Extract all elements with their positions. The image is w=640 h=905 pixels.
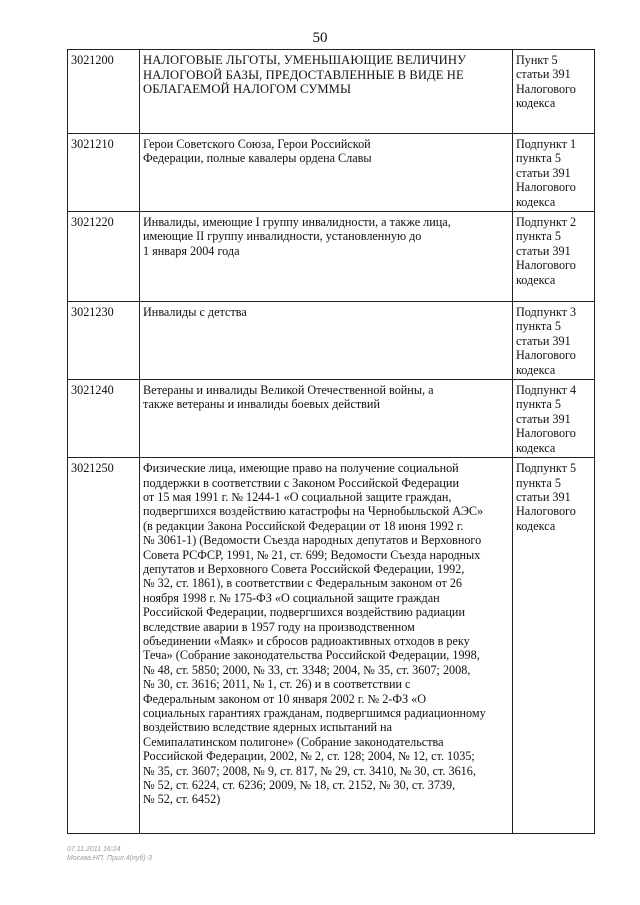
benefit-code: 3021210 [68, 134, 140, 212]
benefit-description [140, 50, 513, 134]
legal-reference-text: Подпункт 5 пункта 5 статьи 391 Налогового кодекса [516, 461, 577, 533]
benefit-description [140, 302, 513, 380]
benefit-code: 3021220 [68, 212, 140, 302]
page-number: 50 [312, 30, 328, 46]
table-row [68, 380, 595, 458]
benefit-code: 3021240 [68, 380, 140, 458]
benefit-code: 3021250 [68, 458, 140, 834]
benefit-description-text: Инвалиды, имеющие I группу инвалидности, а также лица, имеющие II группу инвалидности, установленную до 1 января 2004 года [143, 215, 451, 258]
benefit-code: 3021230 [68, 302, 140, 380]
table-row [68, 50, 595, 134]
table-row [68, 212, 595, 302]
legal-reference-text: Подпункт 4 пункта 5 статьи 391 Налогового кодекса [516, 383, 577, 455]
legal-reference-text: Подпункт 1 пункта 5 статьи 391 Налогового кодекса [516, 137, 577, 209]
benefit-code: 3021200 [68, 50, 140, 134]
benefit-description-text: Ветераны и инвалиды Великой Отечественной войны, а также ветераны и инвалиды боевых действий [143, 383, 434, 412]
benefit-description-text: Инвалиды с детства [143, 305, 247, 320]
footer-stamp: 07.11.2011 16:24 Москва.НП. Прил.4(пуб)-3 [67, 846, 152, 862]
legal-reference [513, 134, 595, 212]
legal-reference [513, 458, 595, 834]
table-row [68, 134, 595, 212]
legal-reference-text: Подпункт 2 пункта 5 статьи 391 Налогового кодекса [516, 215, 577, 287]
benefit-description-text: НАЛОГОВЫЕ ЛЬГОТЫ, УМЕНЬШАЮЩИЕ ВЕЛИЧИНУ НАЛОГОВОЙ БАЗЫ, ПРЕДОСТАВЛЕННЫЕ В ВИДЕ НЕ ОБЛАГАЕМОЙ НАЛОГОМ СУММЫ [143, 53, 467, 97]
legal-reference [513, 50, 595, 134]
benefit-description-text: Физические лица, имеющие право на получение социальной поддержки в соответствии с Законом Российской Федерации от 15 мая 1991 г. № 1244-1 «О социальной защите граждан, подвергшихся воздействию катастрофы на Чернобыльской АЭС» (в редакции Закона Российской Федерации от 18 июня 1992 г. № 3061-1) (Ведомости Съезда народных депутатов и Верховного Совета РСФСР, 1991, № 21, ст. 699; Ведомости Съезда народных депутатов и Верховного Совета Российской Федерации, 1992, № 32, ст. 1861), в соответствии с Федеральным законом от 26 ноября 1998 г. № 175-ФЗ «О социальной защите граждан Российской Федерации, подвергшихся воздействию радиации вследствие аварии в 1957 году на производственном объединении «Маяк» и сбросов радиоактивных отходов в реку Теча» (Собрание законодательства Российской Федерации, 1998, № 48, ст. 5850; 2000, № 33, ст. 3348; 2004, № 35, ст. 3607; 2008, № 30, ст. 3616; 2011, № 1, ст. 26) и в соответствии с Федеральным законом от 10 января 2002 г. № 2-ФЗ «О социальных гарантиях гражданам, подвергшимся радиационному воздействию вследствие ядерных испытаний на Семипалатинском полигоне» (Собрание законодательства Российской Федерации, 2002, № 2, ст. 128; 2004, № 12, ст. 1035; № 35, ст. 3607; 2008, № 9, ст. 817, № 29, ст. 3410, № 30, ст. 3616, № 52, ст. 6224, ст. 6236; 2009, № 18, ст. 2152, № 30, ст. 3739, № 52, ст. 6452) [143, 461, 486, 807]
legal-reference-text: Пункт 5 статьи 391 Налогового кодекса [516, 53, 576, 111]
table-row [68, 302, 595, 380]
table-row [68, 458, 595, 834]
legal-reference [513, 212, 595, 302]
tax-benefit-codes-table [67, 49, 595, 834]
benefit-description [140, 458, 513, 834]
legal-reference [513, 380, 595, 458]
benefit-description [140, 380, 513, 458]
benefit-description [140, 212, 513, 302]
benefit-description [140, 134, 513, 212]
legal-reference-text: Подпункт 3 пункта 5 статьи 391 Налогового кодекса [516, 305, 577, 377]
legal-reference [513, 302, 595, 380]
benefit-description-text: Герои Советского Союза, Герои Российской Федерации, полные кавалеры ордена Славы [143, 137, 372, 166]
